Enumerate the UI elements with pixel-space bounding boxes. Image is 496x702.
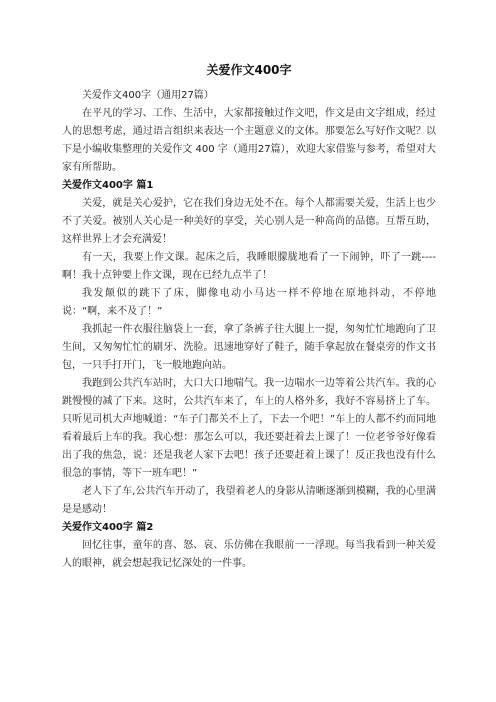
- section2-paragraph: 回忆往事，童年的喜、怒、哀、乐仿佛在我眼前一一浮现。每当我看到一种关爱人的眼神，就会想起我记忆深处的一件事。: [62, 540, 436, 569]
- section1-paragraph: 我跑到公共汽车站时，大口大口地喘气。我一边喘水一边等着公共汽车。我的心跳慢慢的减了下来。这时，公共汽车来了，车上的人格外多，我好不容易挤上了车。只听见司机大声地喊道：“车子门都关不上了，下去一个吧！”车上的人都不约而同地看着最后上车的我。我心想：那怎么可以，我还要赶着去上课了！一位老爷爷好像看出了我的焦急，说：还是我老人家下去吧！孩子还要赶着上课了！反正我也没有什么很急的事情，等下一班车吧！”: [62, 378, 436, 479]
- document-title: 关爱作文400字: [206, 63, 292, 77]
- intro-paragraph: 在平凡的学习、工作、生活中，大家都接触过作文吧，作文是由文字组成，经过人的思想考虑，通过语言组织来表达一个主题意义的文体。那要怎么写好作文呢？以下是小编收集整理的关爱作文 400 字（通用27篇），欢迎大家借鉴与参考，希望对大家有所帮助。: [62, 108, 436, 173]
- section1-paragraph: 关爱，就是关心爱护，它在我们身边无处不在。每个人都需要关爱，生活上也少不了关爱。被别人关心是一种美好的享受，关心别人是一种高尚的品德。互帮互助，这样世界上才会充满爱！: [62, 198, 436, 245]
- section-heading-1: 关爱作文400字 篇1: [62, 180, 154, 191]
- section1-paragraph: 我抓起一件衣服往脑袋上一套，拿了条裤子往大腿上一提，匆匆忙忙地跑向了卫生间，又匆匆忙忙的刷牙、洗脸。迅速地穿好了鞋子，随手拿起放在餐桌旁的作文书包，一只手打开门，飞一般地跑向站。: [62, 324, 436, 371]
- section1-paragraph: 老人下了车,公共汽车开动了，我望着老人的身影从清晰逐渐到模糊，我的心里满是是感动！: [62, 486, 436, 515]
- section1-paragraph: 我发颠似的跳下了床，脚像电动小马达一样不停地在原地抖动，不停地说：“啊，来不及了！”: [62, 288, 436, 317]
- section1-paragraph: 有一天，我要上作文课。起床之后，我睡眼朦胧地看了一下闹钟，吓了一跳----啊！我十点钟要上作文课，现在已经九点半了！: [62, 252, 436, 281]
- section-heading-2: 关爱作文400字 篇2: [62, 522, 154, 533]
- intro-subtitle: 关爱作文400字（通用27篇）: [82, 90, 214, 101]
